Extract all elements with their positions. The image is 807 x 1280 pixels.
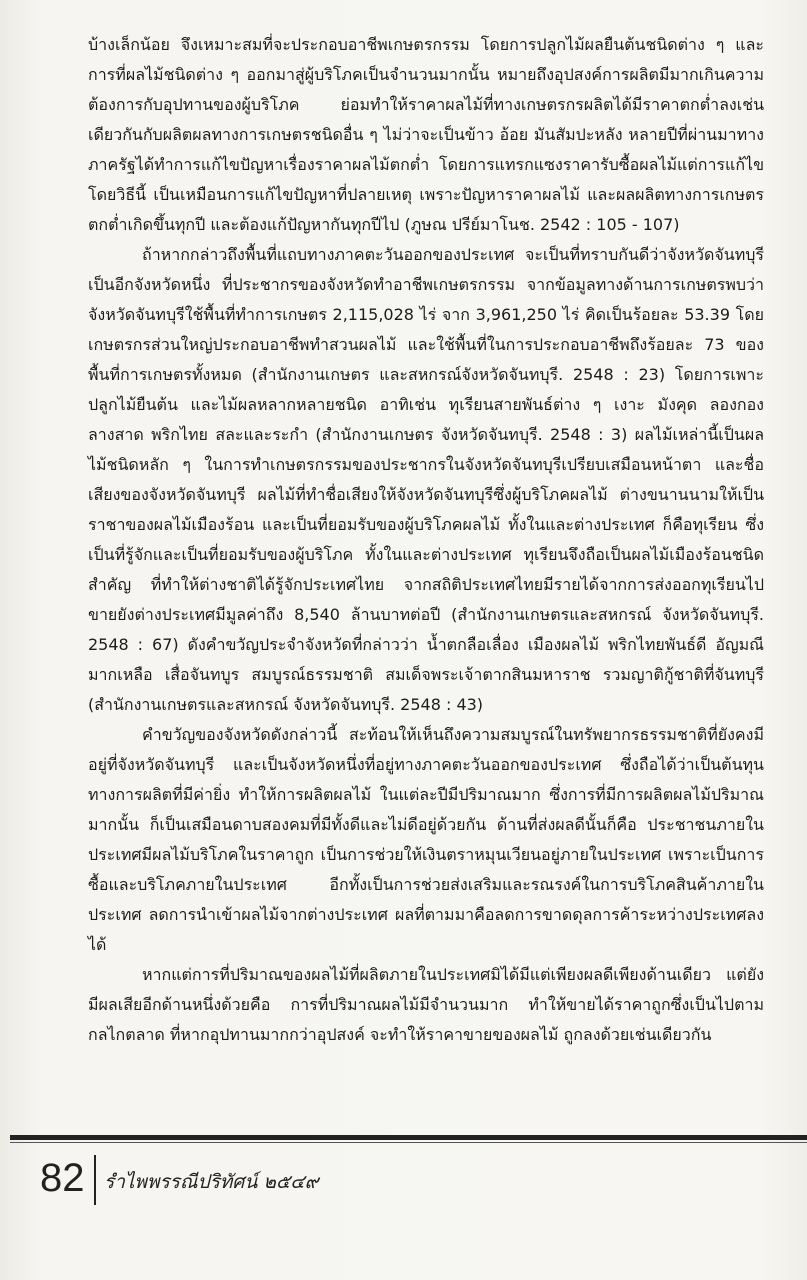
paragraph-motto-reflection: คำขวัญของจังหวัดดังกล่าวนี้ สะท้อนให้เห็นถึงความสมบูรณ์ในทรัพยากรธรรมชาติที่ยังคงมีอยู่ที่จังหวัดจันทบุรี และเป็นจังหวัดหนึ่งที่อยู่ทางภาคตะวันออกของประเทศ ซึ่งถือได้ว่าเป็นต้นทุนทางการผลิตที่มีค่ายิ่ง ทำให้การผลิตผลไม้ ในแต่ละปีมีปริมาณมาก ซึ่งการที่มีการผลิตผลไม้ปริมาณมากนั้น ก็เป็นเสมือนดาบสองคมที่มีทั้งดีและไม่ดีอยู่ด้วยกัน ด้านที่ส่งผลดีนั้นก็คือ ประชาชนภายในประเทศมีผลไม้บริโภคในราคาถูก เป็นการช่วยให้เงินตราหมุนเวียนอยู่ภายในประเทศ เพราะเป็นการซื้อและบริโภคภายในประเทศ อีกทั้งเป็นการช่วยส่งเสริมและรณรงค์ในการบริโภคสินค้าภายในประเทศ ลดการนำเข้าผลไม้จากต่างประเทศ ผลที่ตามมาคือลดการขาดดุลการค้าระหว่างประเทศลงได้ — [88, 725, 764, 954]
footer-divider — [94, 1155, 96, 1205]
journal-title: รำไพพรรณีปริทัศน์ ๒๕๔๙ — [104, 1171, 319, 1193]
paragraph-chanthaburi-agriculture: ถ้าหากกล่าวถึงพื้นที่แถบทางภาคตะวันออกของประเทศ จะเป็นที่ทราบกันดีว่าจังหวัดจันทบุรีเป็นอีกจังหวัดหนึ่ง ที่ประชากรของจังหวัดทำอาชีพเกษตรกรรม จากข้อมูลทางด้านการเกษตรพบว่า จังหวัดจันทบุรีใช้พื้นที่ทำการเกษตร 2,115,028 ไร่ จาก 3,961,250 ไร่ คิดเป็นร้อยละ 53.39 โดยเกษตรกรส่วนใหญ่ประกอบอาชีพทำสวนผลไม้ และใช้พื้นที่ในการประกอบอาชีพถึงร้อยละ 73 ของพื้นที่การเกษตรทั้งหมด (สำนักงานเกษตร และสหกรณ์จังหวัดจันทบุรี. 2548 : 23) โดยการเพาะปลูกไม้ยืนต้น และไม้ผลหลากหลายชนิด อาทิเช่น ทุเรียนสายพันธ์ต่าง ๆ เงาะ มังคุด ลองกอง ลางสาด พริกไทย สละและระกำ (สำนักงานเกษตร จังหวัดจันทบุรี. 2548 : 3) ผลไม้เหล่านี้เป็นผลไม้ชนิดหลัก ๆ ในการทำเกษตรกรรมของประชากรในจังหวัดจันทบุรีเปรียบเสมือนหน้าตา และชื่อเสียงของจังหวัดจันทบุรี ผลไม้ที่ทำชื่อเสียงให้จังหวัดจันทบุรีซึ่งผู้บริโภคผลไม้ ต่างขนานนามให้เป็นราชาของผลไม้เมืองร้อน และเป็นที่ยอมรับของผู้บริโภคผลไม้ ทั้งในและต่างประเทศ ก็คือทุเรียน ซึ่งเป็นที่รู้จักและเป็นที่ยอมรับของผู้บริโภค ทั้งในและต่างประเทศ ทุเรียนจึงถือเป็นผลไม้เมืองร้อนชนิดสำคัญ ที่ทำให้ต่างชาติได้รู้จักประเทศไทย จากสถิติประเทศไทยมีรายได้จากการส่งออกทุเรียนไปขายยังต่างประเทศมีมูลค่าถึง 8,540 ล้านบาทต่อปี (สำนักงานเกษตรและสหกรณ์ จังหวัดจันทบุรี. 2548 : 67) ดังคำขวัญประจำจังหวัดที่กล่าวว่า น้ำตกลือเลื่อง เมืองผลไม้ พริกไทยพันธ์ดี อัญมณีมากเหลือ เสื่อจันทบูร สมบูรณ์ธรรมชาติ สมเด็จพระเจ้าตากสินมหาราช รวมญาติกู้ชาติที่จันทบุรี (สำนักงานเกษตรและสหกรณ์ จังหวัดจันทบุรี. 2548 : 43) — [88, 245, 764, 714]
footer-rule-thin — [10, 1142, 807, 1143]
paragraph-continuation: บ้างเล็กน้อย จึงเหมาะสมที่จะประกอบอาชีพเกษตรกรรม โดยการปลูกไม้ผลยืนต้นชนิดต่าง ๆ และการที่ผลไม้ชนิดต่าง ๆ ออกมาสู่ผู้บริโภคเป็นจำนวนมากนั้น หมายถึงอุปสงค์การผลิตมีมากเกินความต้องการกับอุปทานของผู้บริโภค ย่อมทำให้ราคาผลไม้ที่ทางเกษตรกรผลิตได้มีราคาตกต่ำลงเช่นเดียวกันกับผลิตผลทางการเกษตรชนิดอื่น ๆ ไม่ว่าจะเป็นข้าว อ้อย มันสัมปะหลัง หลายปีที่ผ่านมาทางภาครัฐได้ทำการแก้ไขปัญหาเรื่องราคาผลไม้ตกต่ำ โดยการแทรกแซงราคารับซื้อผลไม้แต่การแก้ไขโดยวิธีนี้ เป็นเหมือนการแก้ไขปัญหาที่ปลายเหตุ เพราะปัญหาราคาผลไม้ และผลผลิตทางการเกษตรตกต่ำเกิดขึ้นทุกปี และต้องแก้ปัญหากันทุกปีไป (ภูษณ ปรีย์มาโนช. 2542 : 105 - 107) — [88, 35, 764, 234]
body-text — [88, 30, 764, 1050]
page-number: 82 — [40, 1156, 85, 1200]
footer-rule — [10, 1135, 807, 1140]
paragraph-downside: หากแต่การที่ปริมาณของผลไม้ที่ผลิตภายในประเทศมิได้มีแต่เพียงผลดีเพียงด้านเดียว แต่ยังมีผลเสียอีกด้านหนึ่งด้วยคือ การที่ปริมาณผลไม้มีจำนวนมาก ทำให้ขายได้ราคาถูกซึ่งเป็นไปตามกลไกตลาด ที่หากอุปทานมากกว่าอุปสงค์ จะทำให้ราคาขายของผลไม้ ถูกลงด้วยเช่นเดียวกัน — [88, 965, 764, 1044]
